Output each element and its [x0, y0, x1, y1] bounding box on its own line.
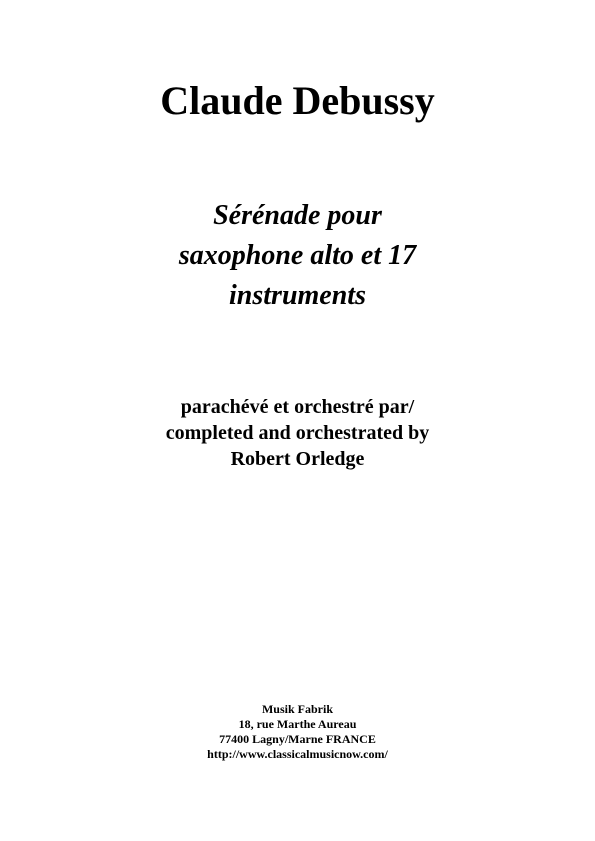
publisher-street: 18, rue Marthe Aureau	[238, 717, 357, 731]
credit-line-english: completed and orchestrated by	[165, 422, 430, 444]
publisher-name: Musik Fabrik	[261, 702, 333, 716]
arranger-credit	[0, 394, 595, 472]
title-line: saxophone alto et 17	[178, 240, 417, 271]
credit-line-french: parachévé et orchestré par/	[180, 396, 415, 418]
publisher-info	[0, 702, 595, 762]
arranger-name: Robert Orledge	[230, 448, 365, 470]
title-line: instruments	[229, 280, 366, 311]
work-title	[0, 196, 595, 316]
publisher-city: 77400 Lagny/Marne FRANCE	[219, 732, 376, 746]
composer-name: Claude Debussy	[160, 78, 435, 123]
publisher-url[interactable]: http://www.classicalmusicnow.com/	[207, 747, 388, 761]
title-line: Sérénade pour	[213, 200, 382, 231]
